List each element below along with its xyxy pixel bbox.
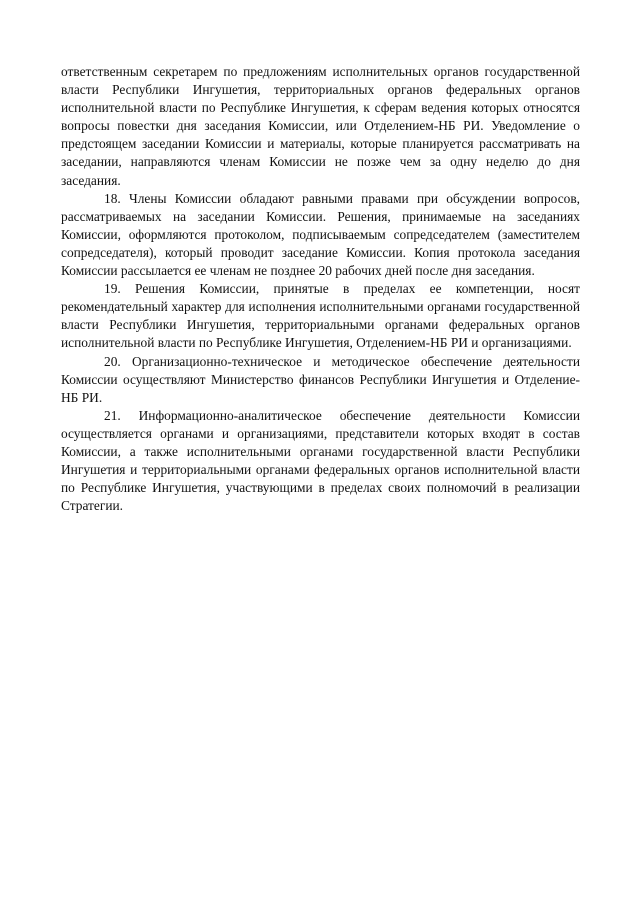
paragraph-item-19: 19. Решения Комиссии, принятые в пределах ее компетенции, носят рекомендательный характер для исполнения исполнительными органами государственной власти Республики Ингушетия, территориальными органами федеральных органов исполнительной власти по Республике Ингушетия, Отделением-НБ РИ и организациями.	[61, 281, 580, 351]
paragraph-item-20: 20. Организационно-техническое и методическое обеспечение деятельности Комиссии осуществляют Министерство финансов Республики Ингушетия и Отделение-НБ РИ.	[61, 353, 580, 405]
paragraph-item-18: 18. Члены Комиссии обладают равными правами при обсуждении вопросов, рассматриваемых на заседании Комиссии. Решения, принимаемые на заседаниях Комиссии, оформляются протоколом, подписываемым сопредседателем (заместителем сопредседателя), который проводит заседание Комиссии. Копия протокола заседания Комиссии рассылается ее членам не позднее 20 рабочих дней после дня заседания.	[61, 190, 580, 279]
paragraph-item-21: 21. Информационно-аналитическое обеспечение деятельности Комиссии осуществляется органами и организациями, представители которых входят в состав Комиссии, а также исполнительными органами государственной власти Республики Ингушетия и территориальными органами федеральных органов исполнительной власти по Республике Ингушетия, участвующими в пределах своих полномочий в реализации Стратегии.	[61, 407, 580, 514]
paragraph-continuation: ответственным секретарем по предложениям исполнительных органов государственной власти Республики Ингушетия, территориальных органов федеральных органов исполнительной власти по Республике Ингушетия, к сферам ведения которых относятся вопросы повестки дня заседания Комиссии, или Отделением-НБ РИ. Уведомление о предстоящем заседании Комиссии и материалы, которые планируется рассматривать на заседании, направляются членам Комиссии не позже чем за одну неделю до дня заседания.	[61, 64, 580, 188]
document-page	[61, 63, 580, 515]
